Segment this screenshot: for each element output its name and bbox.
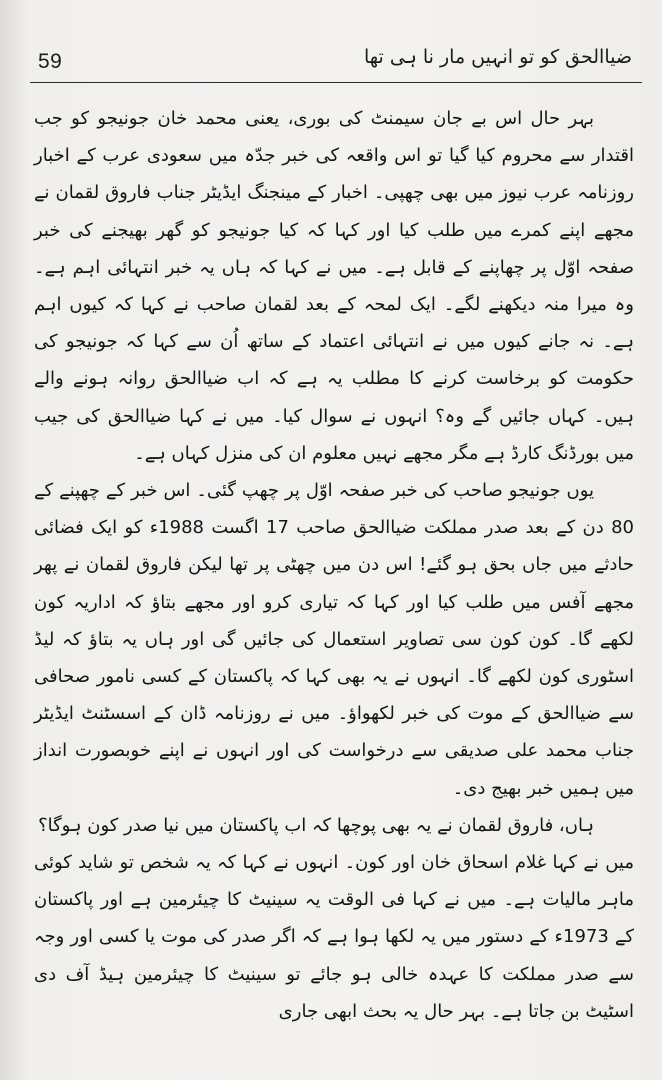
paragraph-3: ہاں، فاروق لقمان نے یہ بھی پوچھا کہ اب پاکستان میں نیا صدر کون ہوگا؟ [38,814,594,836]
header-rule [30,82,642,83]
page-number: 59 [38,50,63,73]
paragraph-1: بہر حال اس بے جان سیمنٹ کی بوری، یعنی محمد خان جونیجو کو جب اقتدار سے محروم کیا گیا تو اس واقعہ کی خبر جدّہ میں سعودی عرب کے اخبار روزنامہ عرب نیوز میں بھی چھپی۔ اخبار کے مینجنگ ایڈیٹر جناب فاروق لقمان نے مجھے اپنے کمرے میں طلب کیا اور کہا کہ کیا جونیجو کو گھر بھیجنے کی خبر صفحہ اوّل پر چھاپنے کے قابل ہے۔ میں نے کہا کہ ہاں یہ خبر انتہائی اہم ہے۔ وہ میرا منہ دیکھنے لگے۔ ایک لمحہ کے بعد لقمان صاحب نے کہا کہ کیوں اہم ہے۔ نہ جانے کیوں میں نے انتہائی اعتماد کے ساتھ اُن سے کہا کہ جونیجو کی حکومت کو برخاست کرنے کا مطلب یہ ہے کہ اب ضیاالحق روانہ ہونے والے ہیں۔ کہاں جائیں گے وہ؟ انہوں نے سوال کیا۔ میں نے کہا ضیاالحق کی جیب میں بورڈنگ کارڈ ہے مگر مجھے نہیں معلوم ان کی منزل کہاں ہے۔ [34,108,634,464]
running-header [30,46,640,80]
running-title: ضیاالحق کو تو انہیں مار نا ہی تھا [364,46,632,68]
paragraph-2: یوں جونیجو صاحب کی خبر صفحہ اوّل پر چھپ گئی۔ اس خبر کے چھپنے کے 80 دن کے بعد صدر مملکت ضیاالحق صاحب 17 اگست 1988ء کو ایک فضائی حادثے میں جاں بحق ہو گئے! اس دن میں چھٹی پر تھا لیکن فاروق لقمان نے پھر مجھے آفس میں طلب کیا اور کہا کہ تیاری کرو اور مجھے بتاؤ کہ اداریہ کون لکھے گا۔ کون کون سی تصاویر استعمال کی جائیں گی اور ہاں یہ بتاؤ کہ لیڈ اسٹوری کون لکھے گا۔ انہوں نے یہ بھی کہا کہ پاکستان کے کسی نامور صحافی سے ضیاالحق کے موت کی خبر لکھواؤ۔ میں نے روزنامہ ڈان کے اسسٹنٹ ایڈیٹر جناب محمد علی صدیقی سے درخواست کی اور انہوں نے اپنے خوبصورت انداز میں ہمیں خبر بھیج دی۔ [34,480,634,799]
paragraph-4: میں نے کہا غلام اسحاق خان اور کون۔ انہوں نے کہا کہ یہ شخص تو شاید کوئی ماہر مالیات ہے۔ میں نے کہا فی الوقت یہ سینیٹ کا چیئرمین ہے اور پاکستان کے 1973ء کے دستور میں یہ لکھا ہوا ہے کہ اگر صدر کی موت یا کسی اور وجہ سے صدر مملکت کا عہدہ خالی ہو جائے تو سینیٹ کا چیئرمین ہیڈ آف دی اسٹیٹ بن جاتا ہے۔ بہر حال یہ بحث ابھی جاری [34,852,634,1022]
body-text [34,100,634,1030]
